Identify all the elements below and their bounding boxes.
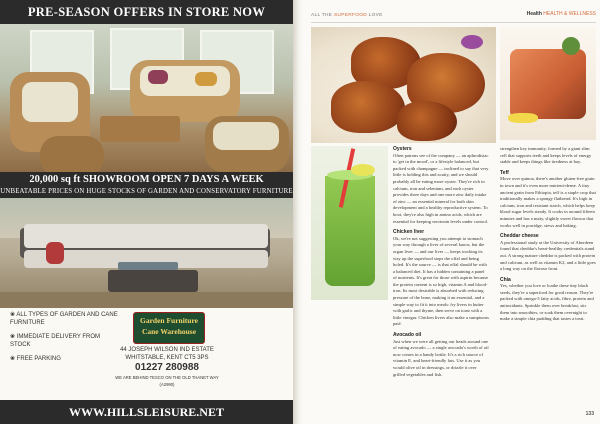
article-column-3 — [500, 146, 596, 408]
cane-footstool — [40, 136, 104, 172]
glass-tabletop — [118, 262, 178, 270]
editorial-page — [303, 0, 600, 424]
section-label: Health HEALTH & WELLNESS — [526, 11, 596, 17]
ad-headline: PRE-SEASON OFFERS IN STORE NOW — [0, 0, 293, 24]
store-address: 44 JOSEPH WILSON IND ESTATE WHITSTABLE, KENT CT5 3PS 01227 280988 WE ARE BEHIND TESCO ON THE OLD THANET WAY (A2990) — [112, 346, 222, 388]
page-kicker: ALL THE SUPERFOOD LOVE — [311, 13, 383, 18]
showroom-text: 20,000 sq ft SHOWROOM OPEN 7 DAYS A WEEK — [29, 174, 264, 185]
salmon-photo — [500, 27, 596, 140]
showroom-band — [0, 172, 293, 198]
directions: WE ARE BEHIND TESCO ON THE OLD THANET WAY (A2990) — [115, 375, 219, 387]
article-paragraph: Chia Yes, whether you love or loathe these tiny black seeds, they're a superfood for good reason. They're packed with omega-3 fatty acids, fibre, protein and antioxidants. Sprinkle them over breakfast, stir them into smoothies, or soak them overnight to make a simple chia pudding that tastes a treat. — [500, 276, 594, 322]
article-paragraph: Chicken liver Ok, we're not suggesting you attempt to stomach your way through a liver of several kaoos, but the organ liver — and our liver — keeps working its way up the superfood stops the offal and being holed. It's the source — is that offal should be with a balanced diet. It has a hidden containing a panel of nutrients. It's great for those with aspirin because the protein content is so high, vitamin A and blood-iron. Its most desirable is absorbed with reducing pressure of the bone, making it an essential, and a simple way to fit it into meals: fry livers in butter with garlic and thyme, then serve on toast with a little vinegar. Chicken livers also make a sumptuous paté. — [393, 229, 489, 327]
advertisement-page — [0, 0, 293, 424]
grilled-chicken-photo — [311, 27, 496, 143]
phone-number: 01227 280988 — [135, 362, 199, 373]
purple-pillow — [148, 70, 168, 84]
article-paragraph: Cheddar cheese A professional study at the University of Aberdeen found that cheddar's heart-healthy credentials stand out. A strong mature cheddar is packed with protein and calcium, as well as vitamin K2, and a little goes a long way on the flavour front. — [500, 233, 596, 272]
patio-floor — [0, 292, 293, 308]
chicken-piece — [331, 81, 405, 133]
herb-garnish — [562, 37, 580, 55]
onion-garnish — [461, 35, 483, 49]
lemon-slice — [508, 113, 538, 123]
page-gutter — [293, 0, 303, 424]
chicken-piece — [397, 101, 457, 141]
floral-cushion — [22, 82, 78, 122]
bullet-item: ❀ ALL TYPES OF GARDEN AND CANE FURNITURE — [10, 312, 118, 326]
lime-garnish — [351, 164, 375, 176]
article-paragraph: Oysters Often patrons see of the company — an aphrodisiac to 'get in the mood', or a lifestyle balanced, but packed with champagne — inclined to say that very little is holding this and acuity, and we should probably all be eating more oyster. They're rich in calcium, iron and selenium, and each oyster provides three days and one more zinc daily intake of zinc — an essential mineral for both skin development and a healthy reproductive system. To boot, they're also high in amino acids, which are essential for keeping serotonin levels under control. — [393, 146, 489, 224]
salmon-fillet — [510, 49, 586, 119]
article-paragraph: Avocado oil Just when we were all getting our heads around one of eating avocado — a single avocado's worth of oil now comes in a handy bottle. It's a rich source of vitamin E, and heart-friendly fats. Use it as you would olive oil in dressings, or drizzle it over grilled vegetables and fish. — [393, 332, 489, 377]
smoothie-glass — [325, 176, 375, 286]
header-rule — [311, 22, 596, 23]
conservatory-furniture-photo — [0, 24, 293, 172]
page-number: 133 — [585, 411, 594, 417]
garden-furniture-photo — [0, 198, 293, 308]
mustard-pillow — [195, 72, 217, 86]
chair-cushion — [213, 122, 279, 150]
ad-info-section — [0, 308, 293, 400]
article-paragraph: strengthen key immunity, formed by a giant slim cell that supports teeth and keeps levels of energy stable and keeps things like tiredness at bay. — [500, 146, 592, 165]
ad-bullets — [10, 312, 120, 371]
garden-furniture-logo: Garden Furniture Cane Warehouse — [133, 312, 205, 344]
bullet-item: ❀ FREE PARKING — [10, 356, 61, 362]
cane-coffee-table — [100, 116, 180, 142]
bullet-item: ❀ IMMEDIATE DELIVERY FROM STOCK — [10, 334, 101, 348]
article-paragraph: Teff Move over quinoa, there's another gluten-free grain in town and it's even more nutrient-dense. A tiny ancient grain from Ethiopia, teff is a staple crop that traditionally makes a spongy flatbread. It's high in calcium, iron and resistant starch, which helps keep blood sugar levels steady. It cooks in around fifteen minutes and has a nutty, slightly sweet flavour that works well in porridge, stews and baking. — [500, 169, 596, 228]
range-text: UNBEATABLE PRICES ON HUGE STOCKS OF GARDEN AND CONSERVATORY FURNITURE — [0, 188, 293, 195]
ad-website: WWW.HILLSLEISURE.NET — [0, 400, 293, 424]
green-smoothie-photo — [311, 146, 388, 300]
red-pillow — [46, 242, 64, 264]
article-column-2 — [393, 146, 489, 408]
rattan-coffee-table — [108, 270, 198, 292]
